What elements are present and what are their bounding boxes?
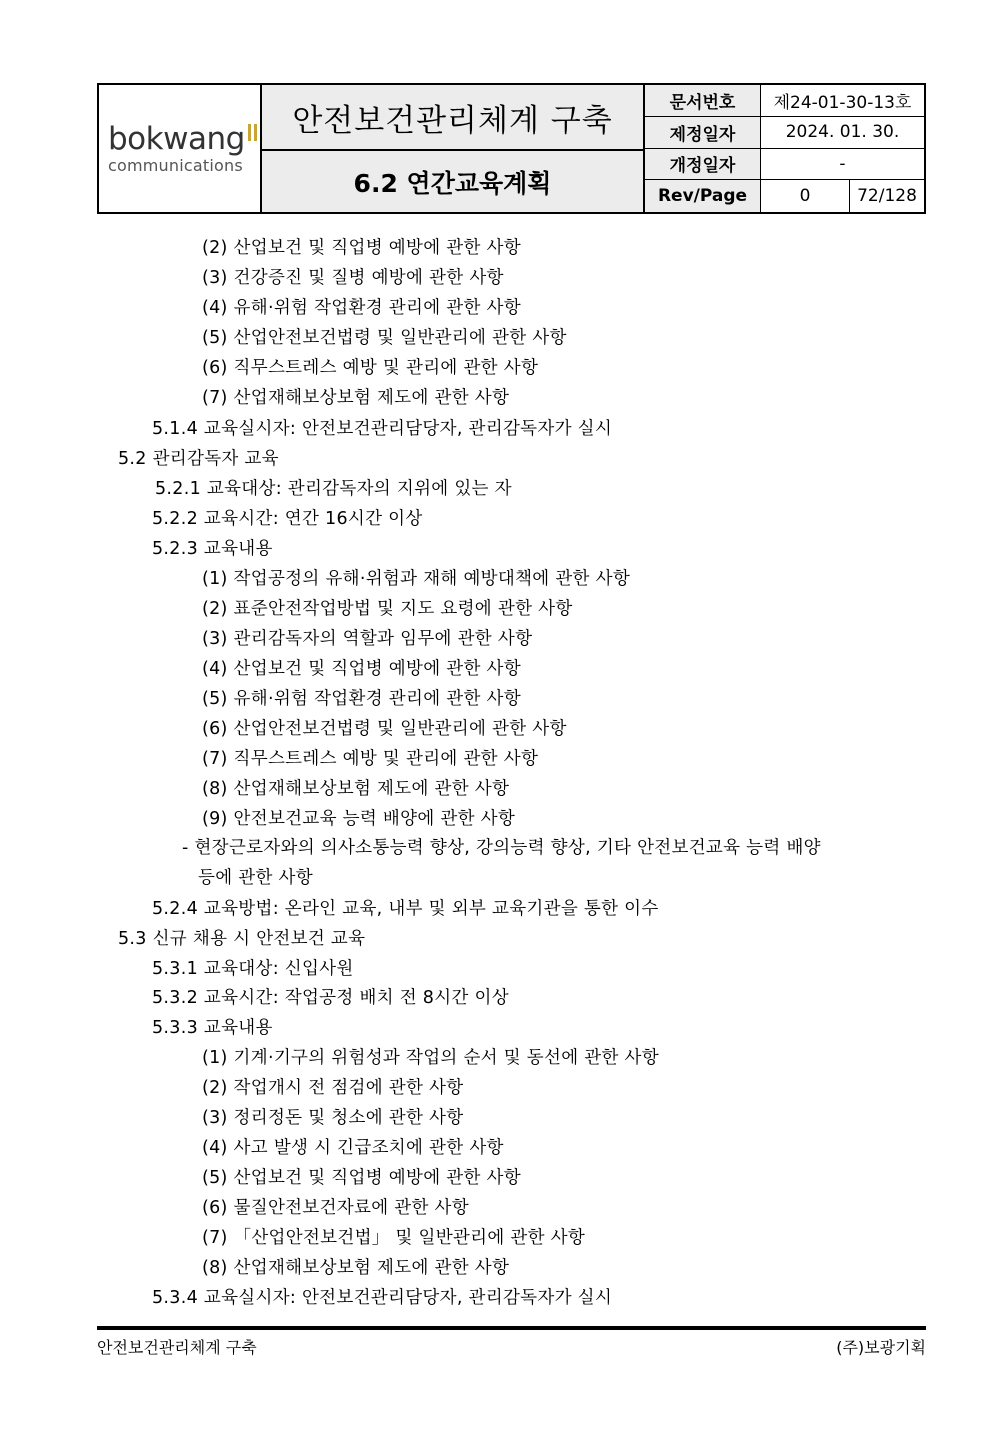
revised-date-label: 개정일자 (645, 149, 761, 181)
list-item: (8) 산업재해보상보험 제도에 관한 사항 (202, 1258, 510, 1278)
footer-company: (주)보광기획 (836, 1338, 926, 1357)
list-item: (4) 산업보건 및 직업병 예방에 관한 사항 (202, 659, 521, 679)
title-block (262, 85, 645, 212)
logo-subtitle: communications (108, 155, 243, 175)
footer-doc-name: 안전보건관리체계 구축 (97, 1338, 257, 1357)
list-item: (5) 산업안전보건법령 및 일반관리에 관한 사항 (202, 328, 567, 348)
list-item: (6) 직무스트레스 예방 및 관리에 관한 사항 (202, 358, 539, 378)
doc-title: 안전보건관리체계 구축 (262, 85, 643, 151)
list-item: (3) 관리감독자의 역할과 임무에 관한 사항 (202, 629, 533, 649)
subsection-item: 5.3.1 교육대상: 신입사원 (152, 959, 354, 979)
doc-number-label: 문서번호 (645, 85, 761, 117)
established-date-value: 2024. 01. 30. (761, 117, 924, 149)
list-item: (7) 「산업안전보건법」 및 일반관리에 관한 사항 (202, 1228, 586, 1248)
section-heading: 5.3 신규 채용 시 안전보건 교육 (118, 929, 366, 949)
list-item: (6) 물질안전보건자료에 관한 사항 (202, 1198, 469, 1218)
subsection-item: 5.2.3 교육내용 (152, 539, 273, 559)
list-item: (5) 유해·위험 작업환경 관리에 관한 사항 (202, 689, 521, 709)
list-item: (5) 산업보건 및 직업병 예방에 관한 사항 (202, 1168, 521, 1188)
list-item: (7) 산업재해보상보험 제도에 관한 사항 (202, 388, 510, 408)
logo-wordmark: bokwang (108, 120, 245, 157)
list-item: (6) 산업안전보건법령 및 일반관리에 관한 사항 (202, 719, 567, 739)
list-item: (4) 유해·위험 작업환경 관리에 관한 사항 (202, 298, 521, 318)
list-item: (1) 작업공정의 유해·위험과 재해 예방대책에 관한 사항 (202, 569, 631, 589)
list-note: - 현장근로자와의 의사소통능력 향상, 강의능력 향상, 기타 안전보건교육 능력 배양 (182, 838, 821, 858)
list-item: (3) 건강증진 및 질병 예방에 관한 사항 (202, 268, 504, 288)
logo-accent-icon (248, 124, 257, 141)
list-item: (9) 안전보건교육 능력 배양에 관한 사항 (202, 809, 516, 829)
list-item: (8) 산업재해보상보험 제도에 관한 사항 (202, 779, 510, 799)
document-header (97, 83, 926, 214)
subsection-item: 5.3.3 교육내용 (152, 1018, 273, 1038)
list-item: (1) 기계·기구의 위험성과 작업의 순서 및 동선에 관한 사항 (202, 1048, 659, 1068)
doc-meta-table (645, 85, 924, 212)
subsection-item: 5.3.2 교육시간: 작업공정 배치 전 8시간 이상 (152, 988, 509, 1008)
list-item: (7) 직무스트레스 예방 및 관리에 관한 사항 (202, 749, 539, 769)
rev-value: 0 (761, 180, 850, 212)
list-item: (4) 사고 발생 시 긴급조치에 관한 사항 (202, 1138, 504, 1158)
subsection-item: 5.3.4 교육실시자: 안전보건관리담당자, 관리감독자가 실시 (152, 1288, 613, 1308)
page-value: 72/128 (857, 186, 917, 207)
section-title: 6.2 연간교육계획 (353, 168, 552, 198)
subsection-item: 5.2.4 교육방법: 온라인 교육, 내부 및 외부 교육기관을 통한 이수 (152, 899, 659, 919)
subsection-item: 5.2.2 교육시간: 연간 16시간 이상 (152, 509, 423, 529)
list-item: (2) 표준안전작업방법 및 지도 요령에 관한 사항 (202, 599, 573, 619)
established-date-label: 제정일자 (645, 117, 761, 149)
doc-number-value: 제24-01-30-13호 (761, 85, 924, 117)
list-item: (3) 정리정돈 및 청소에 관한 사항 (202, 1108, 464, 1128)
list-note-continuation: 등에 관한 사항 (198, 868, 313, 888)
footer-divider (97, 1326, 926, 1330)
list-item: (2) 작업개시 전 점검에 관한 사항 (202, 1078, 464, 1098)
section-heading: 5.2 관리감독자 교육 (118, 449, 279, 469)
company-logo (99, 85, 262, 212)
subsection-item: 5.1.4 교육실시자: 안전보건관리담당자, 관리감독자가 실시 (152, 419, 613, 439)
subsection-item: 5.2.1 교육대상: 관리감독자의 지위에 있는 자 (155, 479, 512, 499)
list-item: (2) 산업보건 및 직업병 예방에 관한 사항 (202, 238, 521, 258)
revised-date-value: - (761, 149, 924, 181)
rev-page-label: Rev/Page (645, 180, 761, 212)
